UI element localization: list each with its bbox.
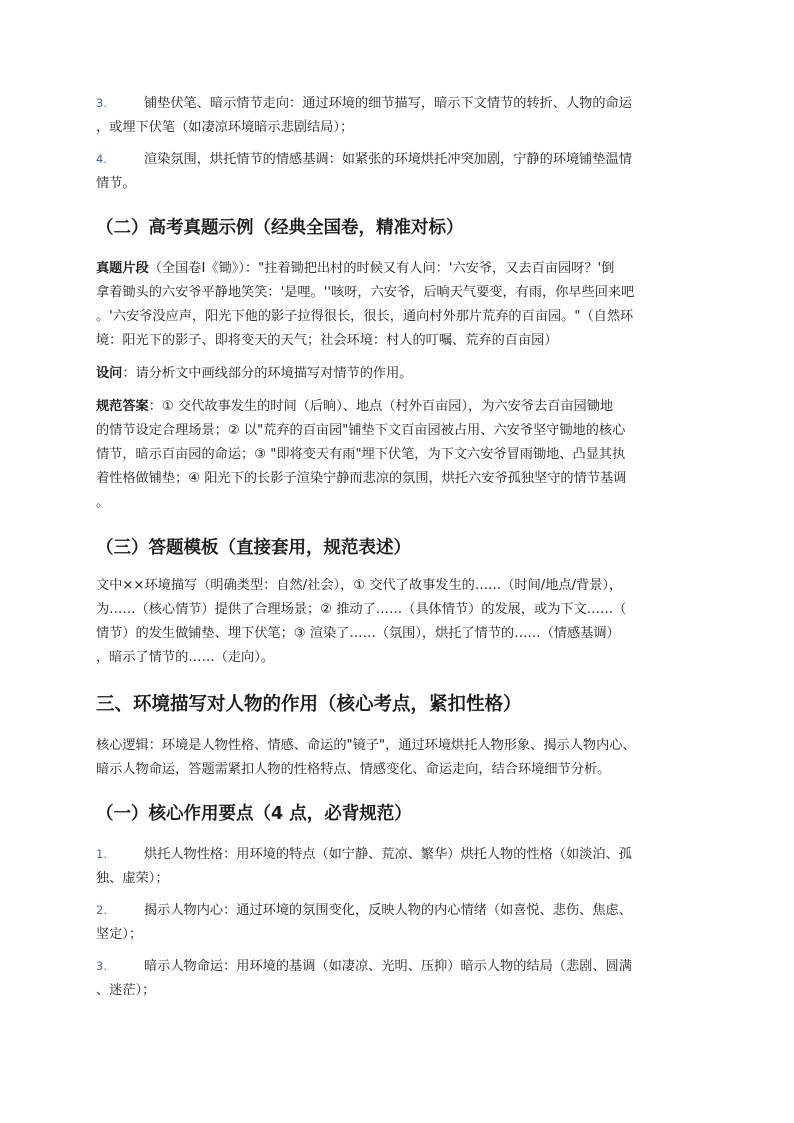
answer-line: 的情节设定合理场景；② 以"荒弃的百亩园"铺垫下文百亩园被占用、六安爷坚守锄地的核心 xyxy=(96,423,626,438)
core-line: 核心逻辑：环境是人物性格、情感、命运的"镜子"，通过环境烘托人物形象、揭示人物内心、 xyxy=(96,738,636,753)
list-item xyxy=(96,147,696,196)
list-item-text: 坚定）； xyxy=(96,927,143,942)
list-number: 4. xyxy=(96,152,107,166)
core-logic xyxy=(96,734,696,782)
list-item-text: 暗示人物命运：用环境的基调（如凄凉、光明、压抑）暗示人物的结局（悲剧、圆满 xyxy=(144,959,632,974)
answer-line: ：① 交代故事发生的时间（后晌）、地点（村外百亩园），为六安爷去百亩园锄地 xyxy=(148,399,614,414)
list-item-text: 烘托人物性格：用环境的特点（如宁静、荒凉、繁华）烘托人物的性格（如淡泊、孤 xyxy=(144,847,632,862)
list-number: 3. xyxy=(96,96,107,110)
model-answer xyxy=(96,395,696,515)
passage-line: 。'六安爷没应声，阳光下他的影子拉得很长，很长，通向村外那片荒弃的百亩园。"（自然环 xyxy=(96,309,634,324)
answer-template xyxy=(96,574,696,670)
answer-line: 情节，暗示百亩园的命运；③ "即将变天有雨"埋下伏笔，为下文六安爷冒雨锄地、凸显其执 xyxy=(96,447,626,462)
list-item xyxy=(96,898,696,947)
template-line: ，暗示了情节的……（走向）。 xyxy=(96,650,275,665)
answer-line: 着性格做铺垫；④ 阳光下的长影子渲染宁静而悲凉的氛围，烘托六安爷孤独坚守的情节基调 xyxy=(96,471,627,486)
list-number: 1. xyxy=(96,847,107,861)
answer-label: 规范答案 xyxy=(96,399,149,414)
exam-passage xyxy=(96,257,696,353)
answer-line: 。 xyxy=(96,495,110,510)
question-label: 设问 xyxy=(96,366,123,381)
list-item-text: 铺垫伏笔、暗示情节走向：通过环境的细节描写，暗示下文情节的转折、人物的命运 xyxy=(144,96,632,111)
list-item-text: 独、虚荣）； xyxy=(96,871,169,886)
passage-line: 境：阳光下的影子、即将变天的天气；社会环境：村人的叮嘱、荒弃的百亩园） xyxy=(96,333,558,348)
passage-line: （全国卷Ⅰ《锄》）："拄着锄把出村的时候又有人问：'六安爷，又去百亩园呀？'倒 xyxy=(148,261,615,276)
section-heading: （三）答题模板（直接套用，规范表述） xyxy=(96,538,411,558)
chapter-heading: 三、环境描写对人物的作用（核心考点，紧扣性格） xyxy=(96,694,522,715)
list-item-text: 情节。 xyxy=(96,176,136,191)
passage-line: 拿着锄头的六安爷平静地笑笑：'是哩。''咳呀，六安爷，后晌天气要变，有雨，你早些回来吧 xyxy=(96,285,635,300)
list-item-text: ，或埋下伏笔（如凄凉环境暗示悲剧结局）； xyxy=(96,120,354,135)
passage-label: 真题片段 xyxy=(96,261,149,276)
list-item-text: 揭示人物内心：通过环境的氛围变化，反映人物的内心情绪（如喜悦、悲伤、焦虑、 xyxy=(144,903,632,918)
section-heading: （一）核心作用要点（4 点，必背规范） xyxy=(96,804,412,824)
list-item-text: 、迷茫）； xyxy=(96,983,156,998)
template-line: 为……（核心情节）提供了合理场景；② 推动了……（具体情节）的发展，或为下文……（ xyxy=(96,602,627,617)
list-number: 2. xyxy=(96,903,107,917)
list-item xyxy=(96,842,696,891)
exam-question xyxy=(96,362,696,386)
list-number: 3. xyxy=(96,959,107,973)
question-text: ：请分析文中画线部分的环境描写对情节的作用。 xyxy=(122,366,413,381)
template-line: 文中××环境描写（明确类型：自然/社会），① 交代了故事发生的……（时间/地点/背景）， xyxy=(96,578,623,593)
list-item xyxy=(96,954,696,1003)
section-heading: （二）高考真题示例（经典全国卷，精准对标） xyxy=(96,218,464,238)
list-item-text: 渲染氛围，烘托情节的情感基调：如紧张的环境烘托冲突加剧，宁静的环境铺垫温情 xyxy=(144,152,632,167)
template-line: 情节）的发生做铺垫、埋下伏笔；③ 渲染了……（氛围），烘托了情节的……（情感基调） xyxy=(96,626,620,641)
list-item xyxy=(96,91,696,140)
core-line: 暗示人物命运，答题需紧扣人物的性格特点、情感变化、命运走向，结合环境细节分析。 xyxy=(96,762,611,777)
